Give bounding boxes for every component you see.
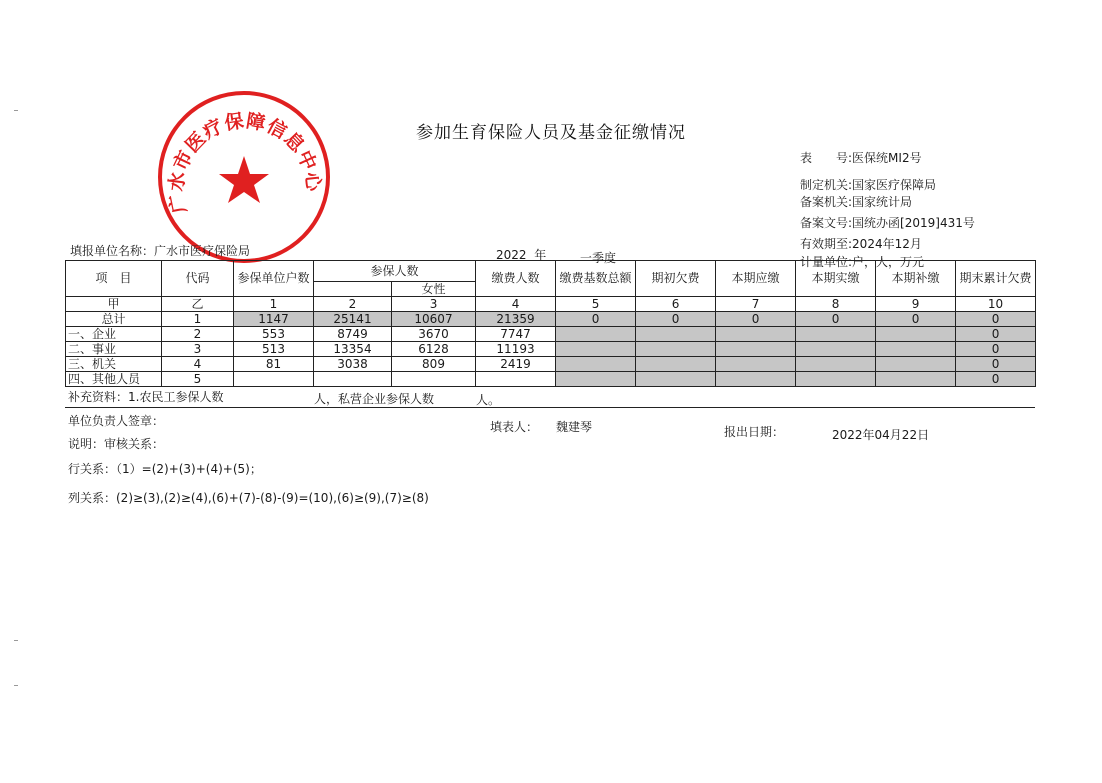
col-code-header: 代码 (162, 261, 234, 297)
table-cell (796, 327, 876, 342)
col-closing-header: 期末累计欠费 (956, 261, 1036, 297)
table-row (66, 372, 1036, 387)
table-cell: 13354 (314, 342, 392, 357)
table-cell: 0 (796, 312, 876, 327)
table-cell: 553 (234, 327, 314, 342)
meta-text: 国家医疗保障局 (852, 178, 937, 192)
leader-signature-label: 单位负责人签章： (68, 414, 165, 428)
table-cell (636, 342, 716, 357)
meta-text: 户，人，万元 (852, 255, 925, 269)
meta-text: 医保统MI2号 (852, 151, 922, 165)
table-cell: 81 (234, 357, 314, 372)
table-cell: 10607 (392, 312, 476, 327)
table-cell: 8749 (314, 327, 392, 342)
table-cell: 总计 (66, 312, 162, 327)
table-cell: 25141 (314, 312, 392, 327)
table-cell: 1 (162, 312, 234, 327)
table-cell: 6 (636, 297, 716, 312)
meta-text: 备案机关: (800, 195, 853, 209)
table-cell: 7 (716, 297, 796, 312)
table-cell (796, 357, 876, 372)
table-cell: 5 (162, 372, 234, 387)
table-cell (796, 372, 876, 387)
margin-mark (14, 685, 18, 686)
document-title: 参加生育保险人员及基金征缴情况 (416, 123, 686, 143)
table-row (66, 342, 1036, 357)
filler-name: 魏建琴 (556, 420, 593, 434)
col-due-header: 本期应缴 (716, 261, 796, 297)
meta-text: 制定机关: (800, 178, 853, 192)
reporting-unit (70, 242, 250, 259)
meta-file-number (800, 214, 975, 231)
table-cell: 甲 (66, 297, 162, 312)
table-row (66, 357, 1036, 372)
index-row (66, 297, 1036, 312)
table-cell: 6128 (392, 342, 476, 357)
table-cell: 四、其他人员 (66, 372, 162, 387)
table-cell (876, 357, 956, 372)
report-date-value: 2022年04月22日 (832, 428, 930, 442)
header-row (66, 261, 1036, 282)
col-item-header: 项 目 (66, 261, 162, 297)
table-cell (392, 372, 476, 387)
col-supplement-header: 本期补缴 (876, 261, 956, 297)
col-female-header: 女性 (392, 282, 476, 297)
table-cell: 0 (556, 312, 636, 327)
table-cell (556, 357, 636, 372)
table-cell: 1147 (234, 312, 314, 327)
table-cell: 7747 (476, 327, 556, 342)
report-quarter: 一季度 (580, 251, 617, 265)
table-cell: 0 (956, 312, 1036, 327)
supplement-divider (65, 407, 1035, 408)
table-cell: 2 (314, 297, 392, 312)
table-cell: 2419 (476, 357, 556, 372)
table-cell (636, 327, 716, 342)
table-cell: 3038 (314, 357, 392, 372)
margin-mark (14, 110, 18, 111)
official-seal (155, 88, 333, 266)
table-cell (636, 357, 716, 372)
reporting-unit-name: 广水市医疗保险局 (154, 244, 251, 258)
col-base-header: 缴费基数总额 (556, 261, 636, 297)
meta-registrar (800, 193, 912, 210)
table-cell: 809 (392, 357, 476, 372)
col-paid-header: 本期实缴 (796, 261, 876, 297)
table-cell: 2 (162, 327, 234, 342)
meta-issuer (800, 176, 936, 193)
seal-text: 广水市医疗保障信息中心 (165, 109, 325, 216)
table-cell: 4 (476, 297, 556, 312)
meta-text: 表 号: (800, 151, 853, 165)
table-cell (314, 282, 392, 297)
table-cell: 一、企业 (66, 327, 162, 342)
table-cell (716, 342, 796, 357)
column-relation: 列关系：(2)≥(3),(2)≥(4),(6)+(7)-(8)-(9)=(10),(6)≥(9),(7)≥(8) (68, 491, 429, 505)
table-cell (636, 372, 716, 387)
table-row (66, 312, 1036, 327)
table-cell (476, 372, 556, 387)
table-cell (556, 342, 636, 357)
table-cell (876, 342, 956, 357)
reporting-unit-label: 填报单位名称： (70, 244, 155, 258)
supplement-note-a: 补充资料：1.农民工参保人数 (68, 390, 224, 404)
col-payers-header: 缴费人数 (476, 261, 556, 297)
report-date-label: 报出日期： (724, 425, 785, 439)
table-cell: 0 (876, 312, 956, 327)
report-year: 2022 年 (496, 248, 547, 262)
table-cell (876, 372, 956, 387)
table-cell (716, 357, 796, 372)
table-cell: 0 (956, 342, 1036, 357)
meta-text: 国家统计局 (852, 195, 913, 209)
table-cell (876, 327, 956, 342)
table-cell: 21359 (476, 312, 556, 327)
supplement-note-b: 人，私营企业参保人数 (314, 392, 435, 406)
table-cell (796, 342, 876, 357)
table-row (66, 327, 1036, 342)
table-cell: 8 (796, 297, 876, 312)
table-cell: 三、机关 (66, 357, 162, 372)
meta-valid-until (800, 235, 922, 252)
table-cell: 5 (556, 297, 636, 312)
meta-text: 有效期至: (800, 237, 853, 251)
table-cell: 1 (234, 297, 314, 312)
supplement-note-c: 人。 (476, 393, 501, 407)
table-cell: 3 (392, 297, 476, 312)
table-cell: 乙 (162, 297, 234, 312)
col-units-header: 参保单位户数 (234, 261, 314, 297)
table-cell (234, 372, 314, 387)
table-cell: 0 (956, 357, 1036, 372)
audit-note-title: 说明：审核关系： (68, 437, 165, 451)
seal-star (219, 156, 269, 203)
row-relation: 行关系：（1）=(2)+(3)+(4)+(5)； (68, 462, 262, 476)
meta-text: 国统办函[2019]431号 (852, 216, 975, 230)
table-cell: 3 (162, 342, 234, 357)
table-cell: 二、事业 (66, 342, 162, 357)
table-cell: 0 (716, 312, 796, 327)
meta-text: 2024年12月 (852, 237, 922, 251)
meta-form-number (800, 149, 922, 166)
margin-mark (14, 640, 18, 641)
table-cell: 3670 (392, 327, 476, 342)
table-cell: 11193 (476, 342, 556, 357)
insurance-table (65, 260, 1036, 387)
col-opening-header: 期初欠费 (636, 261, 716, 297)
table-cell: 9 (876, 297, 956, 312)
table-cell: 0 (956, 372, 1036, 387)
meta-text: 计量单位: (800, 255, 853, 269)
table-cell: 4 (162, 357, 234, 372)
table-cell: 10 (956, 297, 1036, 312)
col-insured-header: 参保人数 (314, 261, 476, 282)
table-cell (314, 372, 392, 387)
table-cell: 0 (956, 327, 1036, 342)
meta-text: 备案文号: (800, 216, 853, 230)
filler-label: 填表人： (490, 420, 539, 434)
table-cell (556, 372, 636, 387)
table-cell (716, 327, 796, 342)
table-cell: 0 (636, 312, 716, 327)
table-cell (716, 372, 796, 387)
table-cell (556, 327, 636, 342)
table-cell: 513 (234, 342, 314, 357)
